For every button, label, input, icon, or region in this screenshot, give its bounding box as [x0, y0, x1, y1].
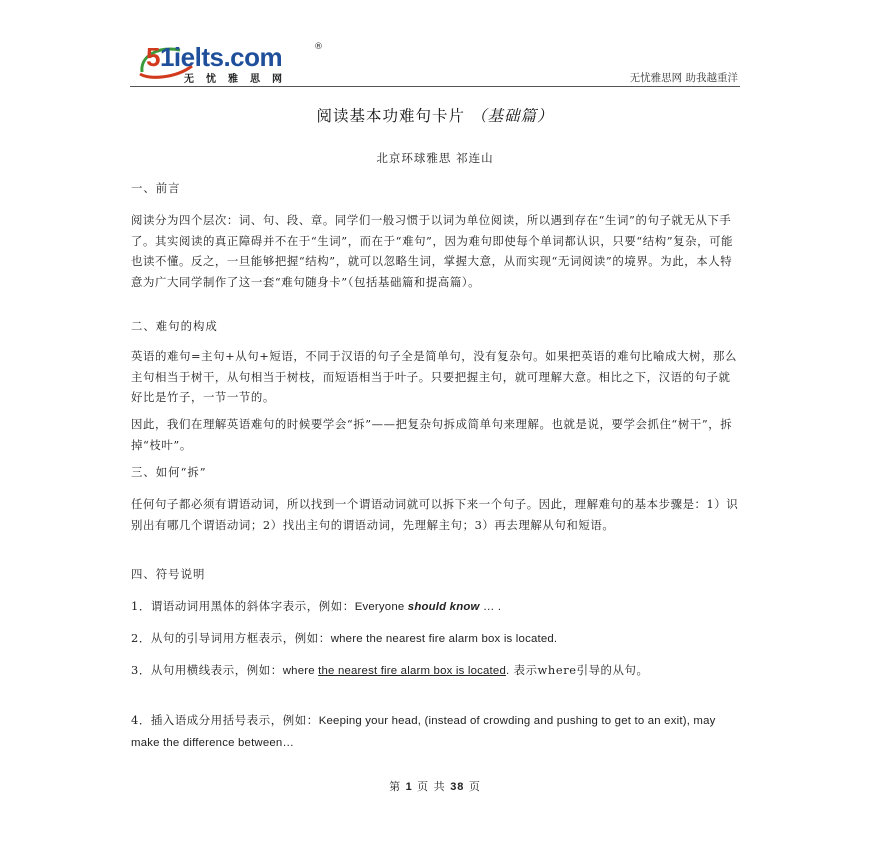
paragraph-structure-1: 英语的难句=主句+从句+短语，不同于汉语的句子全是简单句，没有复杂句。如果把英语的难句比喻成大树，那么主句相当于树干，从句相当于树枝，而短语相当于叶子。只要把握主句，就可理解大意。相比之下，汉语的句子就好比是竹子，一节一节的。: [131, 349, 737, 404]
document-title: 阅读基本功难句卡片 （基础篇）: [316, 107, 554, 125]
symbol-item-4: 4．插入语成分用括号表示，例如：Keeping your head, (instead of crowding and pushing to get to an exit), may make the difference between…: [131, 713, 716, 749]
total-page-count: 38: [450, 781, 465, 793]
symbol-item-3: 3．从句用横线表示，例如：where the nearest fire alarm box is located. 表示where引导的从句。: [131, 663, 649, 677]
symbol-item-2: 2．从句的引导词用方框表示，例如：where the nearest fire alarm box is located.: [131, 631, 558, 645]
paragraph-preface: 阅读分为四个层次：词、句、段、章。同学们一般习惯于以词为单位阅读，所以遇到存在“生词”的句子就无从下手了。其实阅读的真正障碍并不在于“生词”，而在于“难句”，因为难句即使每个单词都认识，只要“结构”复杂，可能也读不懂。反之，一旦能够把握“结构”，就可以忽略生词，掌握大意，从而实现“无词阅读”的境界。为此，本人特意为广大同学制作了这一套“难句随身卡”（包括基础篇和提高篇）。: [131, 213, 734, 289]
logo-registered-mark: ®: [314, 42, 323, 52]
section-heading-preface: 一、前言: [131, 181, 181, 195]
paragraph-structure-2: 因此，我们在理解英语难句的时候要学会“拆”——把复杂句拆成简单句来理解。也就是说，要学会抓住“树干”，拆掉“枝叶”。: [131, 417, 733, 452]
section-heading-structure: 二、难句的构成: [131, 319, 218, 333]
current-page-number: 1: [405, 781, 413, 793]
site-logo[interactable]: [136, 42, 336, 85]
page-footer: 第 1 页 共 38 页: [389, 780, 481, 793]
document-author: 北京环球雅思 祁连山: [376, 151, 494, 165]
page-header: [130, 40, 740, 87]
symbol-item-1: 1．谓语动词用黑体的斜体字表示，例如：Everyone should know … .: [131, 599, 502, 613]
header-tagline: 无忧雅思网 助我越重洋: [629, 72, 738, 84]
section-heading-symbols: 四、符号说明: [131, 567, 206, 581]
section-heading-how-to-split: 三、如何“拆”: [131, 465, 207, 479]
logo-subtitle: 无忧雅思网: [184, 74, 294, 85]
paragraph-how-to-split: 任何句子都必须有谓语动词，所以找到一个谓语动词就可以拆下来一个句子。因此，理解难句的基本步骤是：1）识别出有哪几个谓语动词；2）找出主句的谓语动词，先理解主句；3）再去理解从句和短语。: [131, 497, 739, 532]
logo-text: 51ielts.com: [146, 42, 283, 72]
